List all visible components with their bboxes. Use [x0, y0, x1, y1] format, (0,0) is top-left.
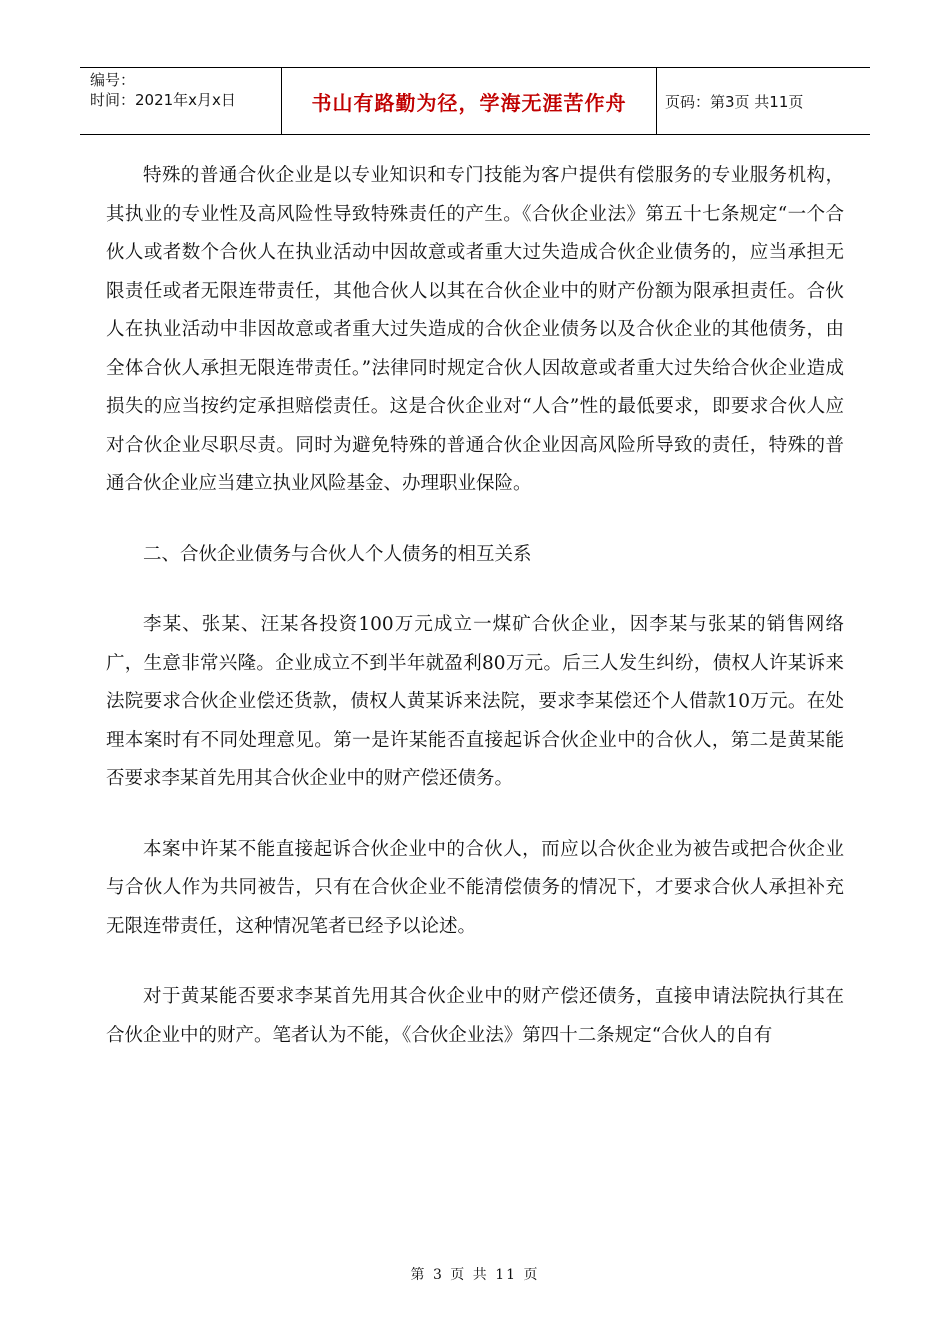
page-footer: 第 3 页 共 11 页 [410, 1267, 540, 1283]
body-paragraph: 李某、张某、汪某各投资100万元成立一煤矿合伙企业，因李某与张某的销售网络广，生意非常兴隆。企业成立不到半年就盈利80万元。后三人发生纠纷，债权人许某诉来法院要求合伙企业偿还货款，债权人黄某诉来法院，要求李某偿还个人借款10万元。在处理本案时有不同处理意见。第一是许某能否直接起诉合伙企业中的合伙人，第二是黄某能否要求李某首先用其合伙企业中的财产偿还债务。 [106, 614, 844, 789]
body-paragraph: 对于黄某能否要求李某首先用其合伙企业中的财产偿还债务，直接申请法院执行其在合伙企业中的财产。笔者认为不能，《合伙企业法》第四十二条规定“合伙人的自有 [106, 986, 844, 1046]
document-number-label: 编号： [90, 71, 136, 89]
body-paragraph: 特殊的普通合伙企业是以专业知识和专门技能为客户提供有偿服务的专业服务机构，其执业的专业性及高风险性导致特殊责任的产生。《合伙企业法》第五十七条规定“一个合伙人或者数个合伙人在执业活动中因故意或者重大过失造成合伙企业债务的，应当承担无限责任或者无限连带责任，其他合伙人以其在合伙企业中的财产份额为限承担责任。合伙人在执业活动中非因故意或者重大过失造成的合伙企业债务以及合伙企业的其他债务，由全体合伙人承担无限连带责任。”法律同时规定合伙人因故意或者重大过失给合伙企业造成损失的应当按约定承担赔偿责任。这是合伙企业对“人合”性的最低要求，即要求合伙人应对合伙企业尽职尽责。同时为避免特殊的普通合伙企业因高风险所导致的责任，特殊的普通合伙企业应当建立执业风险基金、办理职业保险。 [106, 165, 844, 494]
document-date-label: 时间：2021年x月x日 [90, 91, 236, 109]
header-page-info: 页码：第3页 共11页 [665, 92, 804, 111]
body-paragraph: 本案中许某不能直接起诉合伙企业中的合伙人，而应以合伙企业为被告或把合伙企业与合伙人作为共同被告，只有在合伙企业不能清偿债务的情况下，才要求合伙人承担补充无限连带责任，这种情况笔者已经予以论述。 [106, 838, 844, 937]
header-motto: 书山有路勤为径，学海无涯苦作舟 [282, 68, 657, 134]
page-header [80, 67, 870, 135]
header-meta [80, 68, 282, 134]
document-body [106, 157, 844, 1087]
section-heading: 二、合伙企业债务与合伙人个人债务的相互关系 [143, 543, 532, 565]
